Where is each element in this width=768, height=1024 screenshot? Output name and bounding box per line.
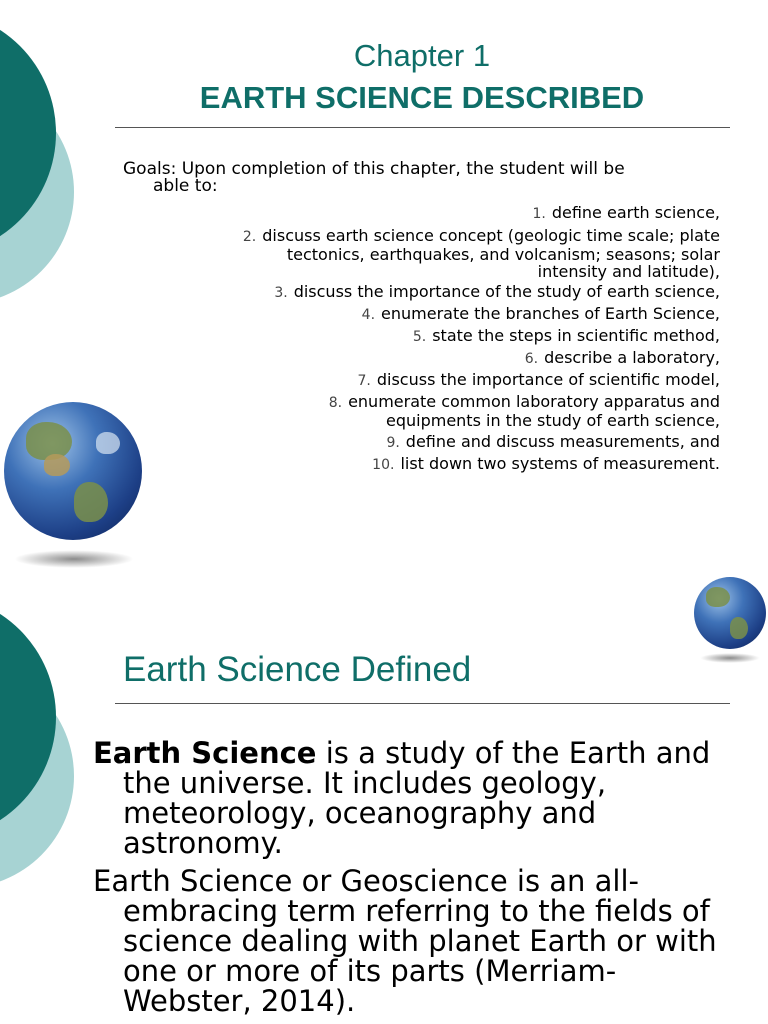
chapter-label: Chapter 1 — [353, 38, 491, 73]
globe-shadow — [700, 653, 760, 663]
slide-2 — [0, 576, 768, 1024]
goal-text: enumerate the branches of Earth Science, — [381, 304, 720, 323]
goals-intro — [123, 161, 723, 195]
term-bold: Earth Science — [93, 736, 317, 770]
earth-globe-image-small — [694, 577, 766, 667]
title-divider — [115, 127, 730, 128]
goal-item-1 — [160, 204, 720, 223]
goal-text: discuss earth science concept (geologic time scale; plate — [262, 226, 720, 245]
definition-paragraph-2 — [93, 866, 733, 1016]
definition-text: Earth Science or Geoscience is an all-embracing term referring to the fields of science dealing with planet Earth or with one or more of its parts (Merriam-Webster, 2014). — [93, 864, 717, 1018]
slide-title: EARTH SCIENCE DESCRIBED — [199, 80, 645, 115]
goal-item-6 — [160, 349, 720, 368]
goal-text: intensity and latitude), — [537, 262, 720, 281]
goal-number: 3. — [274, 285, 288, 301]
goal-number: 4. — [361, 307, 376, 323]
slide-title: Earth Science Defined — [123, 650, 472, 689]
goals-intro-line: able to: — [153, 176, 218, 196]
goal-number: 6. — [524, 351, 539, 367]
goal-text: define earth science, — [551, 203, 720, 222]
goal-number: 5. — [412, 329, 427, 345]
goal-number: 8. — [328, 395, 343, 411]
goal-text: define and discuss measurements, and — [405, 432, 720, 451]
goal-number: 2. — [242, 229, 257, 245]
goal-item-10 — [160, 455, 720, 474]
goal-number: 10. — [372, 457, 395, 473]
title-divider — [115, 703, 730, 704]
globe-shadow — [14, 550, 134, 568]
goal-item-3 — [160, 283, 720, 302]
goal-text: discuss the importance of the study of earth science, — [293, 282, 720, 301]
earth-globe-image — [4, 402, 144, 572]
goal-text: equipments in the study of earth science, — [385, 411, 720, 430]
goal-item-5 — [160, 327, 720, 346]
goal-number: 1. — [532, 206, 546, 222]
goal-number: 7. — [357, 373, 371, 389]
goal-text: discuss the importance of scientific model, — [376, 370, 720, 389]
goal-item-4 — [160, 305, 720, 324]
goal-text: describe a laboratory, — [544, 348, 720, 367]
goal-item-8 — [160, 393, 720, 429]
goals-intro-line: Goals: Upon completion of this chapter, the student will be — [123, 159, 625, 179]
goal-item-2 — [160, 227, 720, 280]
goal-text: enumerate common laboratory apparatus and — [348, 392, 720, 411]
goal-text: list down two systems of measurement. — [400, 454, 720, 473]
goal-number: 9. — [386, 435, 400, 451]
goal-text: tectonics, earthquakes, and volcanism; seasons; solar — [286, 245, 720, 264]
goal-item-9 — [160, 433, 720, 452]
definition-text: is a study of the Earth and the universe. It includes geology, meteorology, oceanography and astronomy. — [123, 736, 711, 860]
globe-icon — [4, 402, 142, 540]
definition-paragraph-1 — [93, 738, 733, 858]
goal-text: state the steps in scientific method, — [432, 326, 720, 345]
goal-item-7 — [160, 371, 720, 390]
globe-icon — [694, 577, 766, 649]
